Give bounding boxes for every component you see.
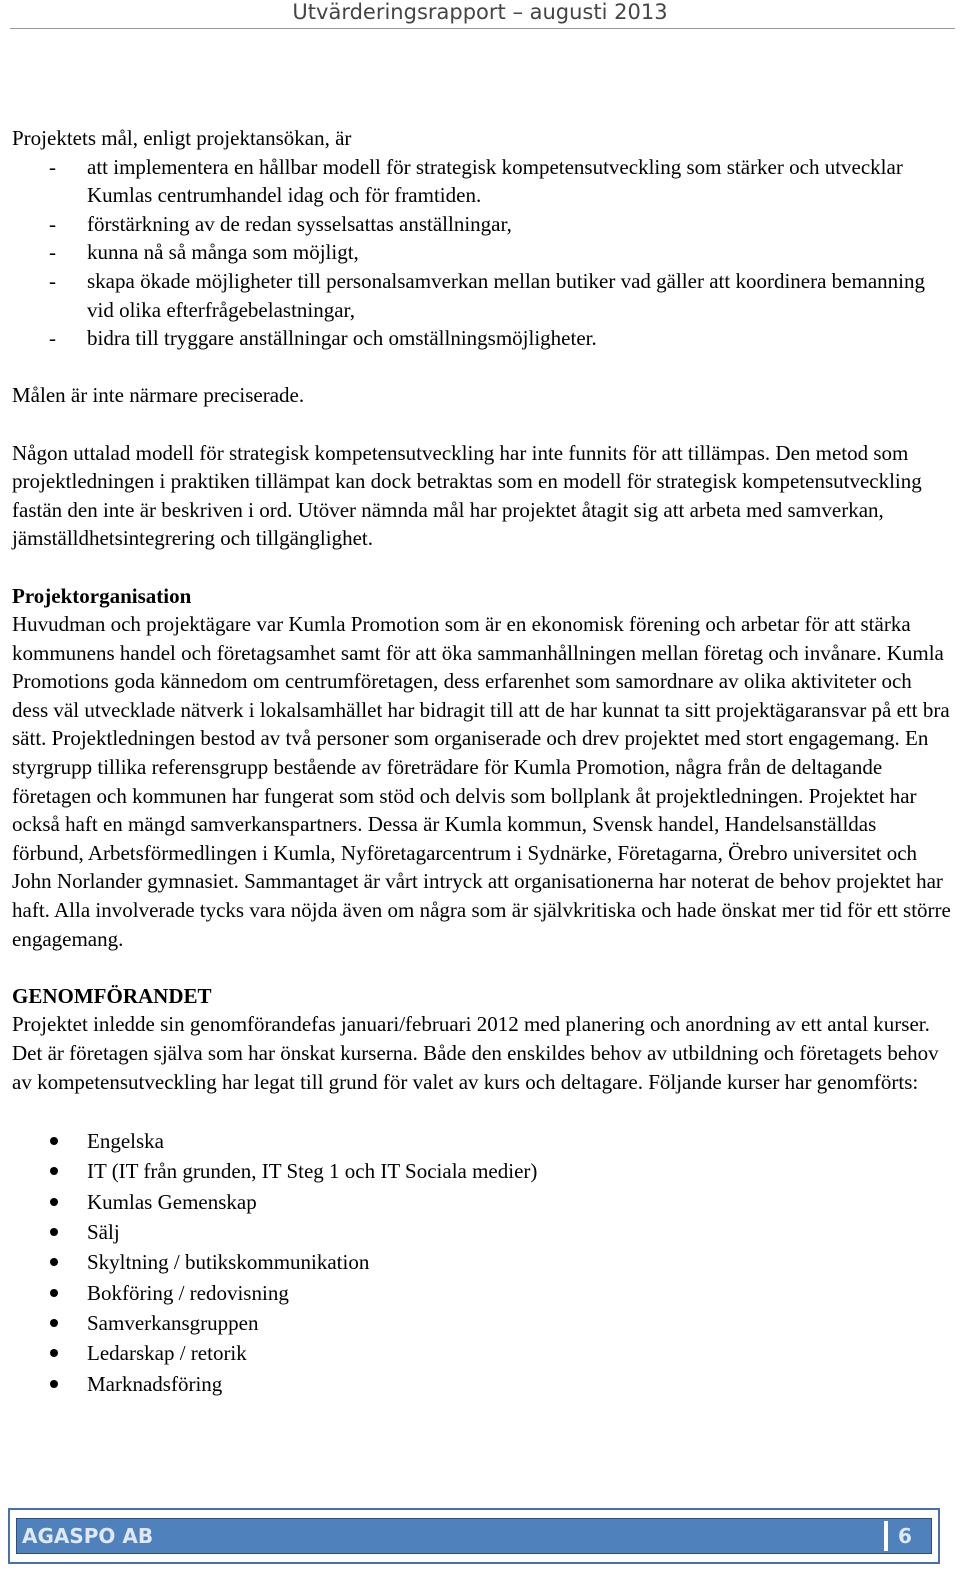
model-paragraph: Någon uttalad modell för strategisk kompetensutveckling har inte funnits för att tillämpas. Den metod som projektledningen i praktiken tillämpat kan dock betraktas som en modell för strategisk kompetensutveckling fastän den inte är beskriven i ord. Utöver nämnda mål har projektet åtagit sig att arbeta med samverkan, jämställdhetsintegrering och tillgänglighet.: [12, 440, 922, 551]
bullet-icon: [50, 1167, 58, 1175]
bullet-icon: [50, 1137, 58, 1145]
bullet-icon: [50, 1228, 58, 1236]
implementation-paragraph: Projektet inledde sin genomförandefas januari/februari 2012 med planering och anordning av ett antal kurser. Det är företagen själva som har önskat kurserna. Både den enskildes behov av utbildning och företagets behov av kompetensutveckling har legat till grund för valet av kurs och deltagare. Följande kurser har genomförts:: [12, 1012, 939, 1094]
bullet-icon: [50, 1289, 58, 1297]
goal-item: [12, 267, 952, 324]
document-body: [12, 124, 952, 1399]
implementation-heading: GENOMFÖRANDET: [12, 983, 212, 1008]
bullet-icon: [50, 1349, 58, 1357]
goals-intro: Projektets mål, enligt projektansökan, är: [12, 126, 352, 150]
goal-text: förstärkning av de redan sysselsattas anställningar,: [87, 211, 512, 236]
footer-company-name: AGASPO AB: [22, 1524, 154, 1548]
bullet-icon: [50, 1380, 58, 1388]
page-number: 6: [898, 1524, 912, 1548]
bullet-icon: [50, 1258, 58, 1266]
dash-marker: -: [49, 240, 56, 265]
course-item: Samverkansgruppen: [12, 1308, 952, 1338]
dash-marker: -: [49, 326, 56, 351]
course-item: Ledarskap / retorik: [12, 1338, 952, 1368]
header-title: Utvärderingsrapport – augusti 2013: [292, 0, 668, 24]
dash-marker: -: [49, 154, 56, 179]
course-item: Bokföring / redovisning: [12, 1278, 952, 1308]
footer-bar: [16, 1518, 932, 1554]
goal-item: [12, 238, 952, 267]
dash-marker: -: [49, 268, 56, 293]
course-item: IT (IT från grunden, IT Steg 1 och IT Sociala medier): [12, 1156, 952, 1186]
course-item: Marknadsföring: [12, 1369, 952, 1399]
organisation-heading: Projektorganisation: [12, 583, 192, 608]
course-list: [12, 1126, 952, 1399]
goal-item: [12, 324, 952, 353]
course-item: Engelska: [12, 1126, 952, 1156]
dash-marker: -: [49, 211, 56, 236]
goal-item: [12, 153, 952, 210]
course-item: Kumlas Gemenskap: [12, 1187, 952, 1217]
goal-text: bidra till tryggare anställningar och omställningsmöjligheter.: [87, 326, 597, 351]
bullet-icon: [50, 1198, 58, 1206]
goals-note: Målen är inte närmare preciserade.: [12, 383, 305, 408]
goal-text: skapa ökade möjligheter till personalsamverkan mellan butiker vad gäller att koordinera bemanning vid olika efterfrågebelastningar,: [87, 268, 925, 322]
course-item: Sälj: [12, 1217, 952, 1247]
goal-text: att implementera en hållbar modell för strategisk kompetensutveckling som stärker och utvecklar Kumlas centrumhandel idag och för framtiden.: [87, 154, 903, 208]
organisation-paragraph: Huvudman och projektägare var Kumla Promotion som är en ekonomisk förening och arbetar för att stärka kommunens handel och företagsamhet samt för att öka sammanhållningen mellan företag och invånare. Kumla Promotions goda kännedom om centrumföretagen, dess erfarenhet som samordnare av olika aktiviteter och dess väl utvecklade nätverk i lokalsamhället har bidragit till att de har kunnat ta sitt projektägaransvar på ett bra sätt. Projektledningen bestod av två personer som organiserade och drev projektet med stort engagemang. En styrgrupp tillika referensgrupp bestående av företrädare för Kumla Promotion, några från de deltagande företagen och kommunen har fungerat som stöd och delvis som bollplank åt projektledningen. Projektet har också haft en mängd samverkanspartners. Dessa är Kumla kommun, Svensk handel, Handelsanställdas förbund, Arbetsförmedlingen i Kumla, Nyföretagarcentrum i Sydnärke, Företagarna, Örebro universitet och John Norlander gymnasiet. Sammantaget är vårt intryck att organisationerna har noterat de behov projektet har haft. Alla involverade tycks vara nöjda även om några som är självkritiska och hade önskat mer tid för ett större engagemang.: [12, 612, 951, 951]
goal-text: kunna nå så många som möjligt,: [87, 240, 359, 265]
header-divider: [10, 28, 955, 29]
goals-list: [12, 153, 952, 353]
bullet-icon: [50, 1319, 58, 1327]
goal-item: [12, 210, 952, 239]
course-item: Skyltning / butikskommunikation: [12, 1247, 952, 1277]
page-header: [0, 0, 960, 30]
